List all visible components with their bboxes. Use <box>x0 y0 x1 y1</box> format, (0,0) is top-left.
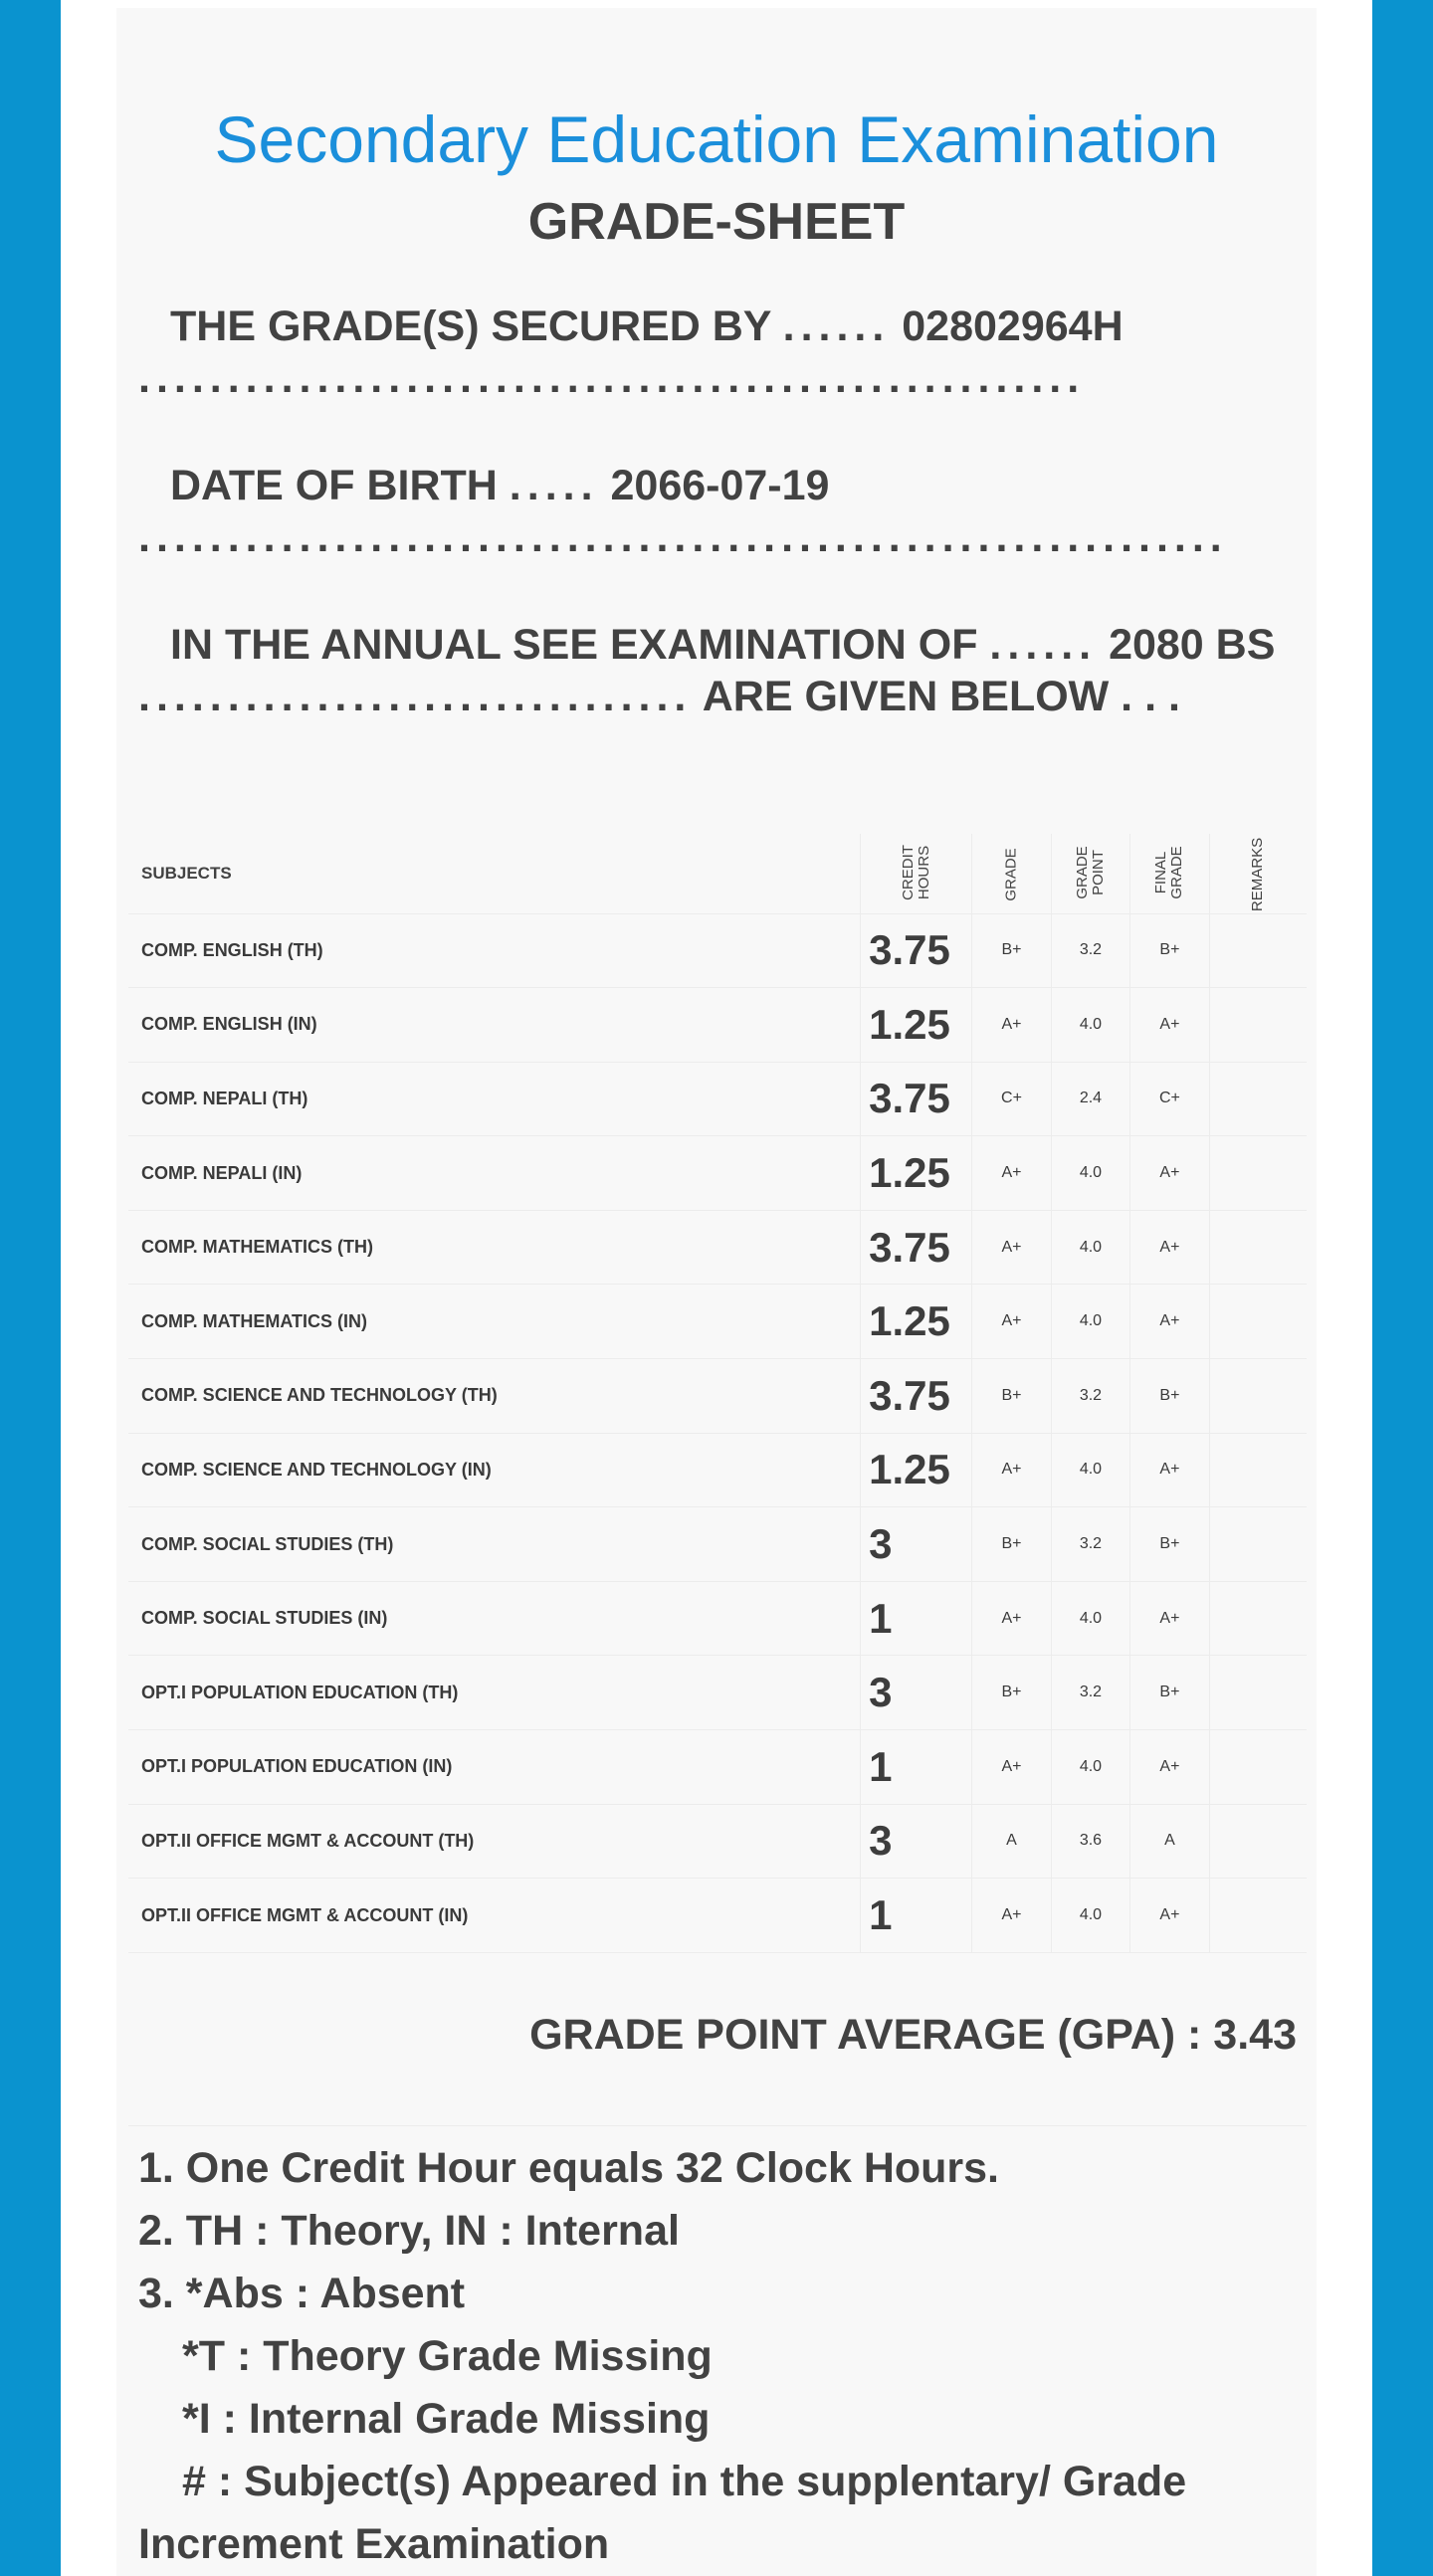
remarks-cell <box>1209 913 1307 988</box>
grades-table-body <box>128 913 1307 1952</box>
page-frame <box>61 0 1372 2576</box>
remarks-cell <box>1209 1656 1307 1730</box>
table-header-row <box>128 834 1307 913</box>
remarks-cell <box>1209 1210 1307 1285</box>
note-internal-missing: *I : Internal Grade Missing <box>182 2395 711 2443</box>
final-grade-cell: B+ <box>1130 1507 1209 1582</box>
final-grade-cell: A+ <box>1130 1730 1209 1805</box>
note-supplementary: # : Subject(s) Appeared in the supplentary/ Grade Increment Examination <box>138 2458 1187 2568</box>
note-absent: 3. *Abs : Absent <box>138 2270 466 2317</box>
credit-hours-cell: 1.25 <box>861 988 972 1063</box>
final-grade-cell: C+ <box>1130 1062 1209 1136</box>
credit-hours-cell: 3.75 <box>861 1359 972 1434</box>
subject-cell: OPT.I POPULATION EDUCATION (TH) <box>128 1656 861 1730</box>
subject-cell: COMP. SOCIAL STUDIES (TH) <box>128 1507 861 1582</box>
credit-hours-cell: 3 <box>861 1804 972 1879</box>
final-grade-cell: B+ <box>1130 1656 1209 1730</box>
table-row <box>128 1879 1307 1953</box>
table-row <box>128 913 1307 988</box>
credit-hours-cell: 3 <box>861 1507 972 1582</box>
grade-cell: A <box>972 1804 1051 1879</box>
credit-hours-cell: 1.25 <box>861 1136 972 1211</box>
credit-hours-cell: 1.25 <box>861 1433 972 1507</box>
grade-sheet-card <box>116 8 1317 2576</box>
table-row <box>128 1730 1307 1805</box>
final-grade-cell: A+ <box>1130 1285 1209 1359</box>
remarks-cell <box>1209 1433 1307 1507</box>
credit-hours-cell: 1 <box>861 1581 972 1656</box>
remarks-cell <box>1209 1804 1307 1879</box>
gpa-summary: GRADE POINT AVERAGE (GPA) : 3.43 <box>529 2011 1297 2059</box>
remarks-cell <box>1209 1581 1307 1656</box>
credit-hours-cell: 1.25 <box>861 1285 972 1359</box>
subject-cell: COMP. ENGLISH (TH) <box>128 913 861 988</box>
table-row <box>128 1136 1307 1211</box>
exam-year: 2080 BS <box>1109 621 1276 669</box>
table-row <box>128 1656 1307 1730</box>
grade-point-cell: 4.0 <box>1051 1285 1129 1359</box>
dob-label: DATE OF BIRTH <box>170 462 498 509</box>
exam-line: IN THE ANNUAL SEE EXAMINATION OF ...... 2080 BS ............................... ARE GIVEN BELOW . . . <box>138 621 1276 720</box>
grade-cell: A+ <box>972 1210 1051 1285</box>
final-grade-cell: A+ <box>1130 1136 1209 1211</box>
secured-by-label: THE GRADE(S) SECURED BY <box>170 302 771 350</box>
grade-point-cell: 3.2 <box>1051 1359 1129 1434</box>
subject-cell: COMP. SOCIAL STUDIES (IN) <box>128 1581 861 1656</box>
remarks-header: REMARKS <box>1209 834 1307 913</box>
grade-cell: A+ <box>972 1581 1051 1656</box>
remarks-cell <box>1209 1730 1307 1805</box>
grade-point-cell: 4.0 <box>1051 1136 1129 1211</box>
remarks-cell <box>1209 1507 1307 1582</box>
credit-hours-cell: 3.75 <box>861 913 972 988</box>
table-row <box>128 1359 1307 1434</box>
exam-label: IN THE ANNUAL SEE EXAMINATION OF <box>170 621 978 669</box>
remarks-cell <box>1209 1136 1307 1211</box>
subject-cell: COMP. NEPALI (IN) <box>128 1136 861 1211</box>
grade-cell: A+ <box>972 1285 1051 1359</box>
grade-point-cell: 3.2 <box>1051 1507 1129 1582</box>
final-grade-cell: A+ <box>1130 1879 1209 1953</box>
grade-point-cell: 4.0 <box>1051 1730 1129 1805</box>
note-theory-missing: *T : Theory Grade Missing <box>182 2332 713 2380</box>
final-grade-cell: B+ <box>1130 913 1209 988</box>
subjects-header: SUBJECTS <box>128 834 861 913</box>
grade-point-cell: 3.6 <box>1051 1804 1129 1879</box>
subject-cell: COMP. MATHEMATICS (IN) <box>128 1285 861 1359</box>
final-grade-cell: B+ <box>1130 1359 1209 1434</box>
grade-point-cell: 4.0 <box>1051 1433 1129 1507</box>
grade-cell: A+ <box>972 1433 1051 1507</box>
subject-cell: OPT.I POPULATION EDUCATION (IN) <box>128 1730 861 1805</box>
grade-point-cell: 4.0 <box>1051 1879 1129 1953</box>
credit-hours-cell: 1 <box>861 1879 972 1953</box>
dob-line: DATE OF BIRTH ..... 2066-07-19 ............................................................. <box>138 462 1228 561</box>
table-row <box>128 988 1307 1063</box>
grade-cell: A+ <box>972 1879 1051 1953</box>
exam-title: Secondary Education Examination <box>214 102 1219 176</box>
grade-cell: B+ <box>972 1656 1051 1730</box>
grade-point-cell: 4.0 <box>1051 1581 1129 1656</box>
credit-hours-cell: 1 <box>861 1730 972 1805</box>
remarks-cell <box>1209 1879 1307 1953</box>
table-row <box>128 1062 1307 1136</box>
subject-cell: COMP. MATHEMATICS (TH) <box>128 1210 861 1285</box>
remarks-cell <box>1209 1359 1307 1434</box>
grade-point-header: GRADE POINT <box>1051 834 1129 913</box>
table-row <box>128 1210 1307 1285</box>
grade-cell: A+ <box>972 1730 1051 1805</box>
final-grade-cell: A+ <box>1130 1210 1209 1285</box>
grade-point-cell: 3.2 <box>1051 913 1129 988</box>
subject-cell: COMP. SCIENCE AND TECHNOLOGY (IN) <box>128 1433 861 1507</box>
credit-hours-cell: 3.75 <box>861 1062 972 1136</box>
final-grade-cell: A+ <box>1130 1433 1209 1507</box>
table-row <box>128 1804 1307 1879</box>
grade-cell: C+ <box>972 1062 1051 1136</box>
final-grade-cell: A <box>1130 1804 1209 1879</box>
table-row <box>128 1507 1307 1582</box>
credit-hours-header: CREDIT HOURS <box>861 834 972 913</box>
final-grade-header: FINAL GRADE <box>1130 834 1209 913</box>
dob-value: 2066-07-19 <box>610 462 830 509</box>
final-grade-cell: A+ <box>1130 1581 1209 1656</box>
final-grade-cell: A+ <box>1130 988 1209 1063</box>
grade-cell: A+ <box>972 1136 1051 1211</box>
notes-divider <box>128 2125 1307 2126</box>
secured-by-line: THE GRADE(S) SECURED BY ...... 02802964H ..................................................... <box>138 302 1124 402</box>
credit-hours-cell: 3 <box>861 1656 972 1730</box>
grade-cell: B+ <box>972 913 1051 988</box>
subject-cell: COMP. ENGLISH (IN) <box>128 988 861 1063</box>
grade-cell: B+ <box>972 1359 1051 1434</box>
table-row <box>128 1433 1307 1507</box>
grade-header: GRADE <box>972 834 1051 913</box>
grade-point-cell: 4.0 <box>1051 1210 1129 1285</box>
remarks-cell <box>1209 988 1307 1063</box>
grade-point-cell: 2.4 <box>1051 1062 1129 1136</box>
grade-sheet-heading: GRADE-SHEET <box>527 193 906 251</box>
remarks-cell <box>1209 1285 1307 1359</box>
subject-cell: OPT.II OFFICE MGMT & ACCOUNT (TH) <box>128 1804 861 1879</box>
grade-cell: B+ <box>972 1507 1051 1582</box>
note-credit-hour: 1. One Credit Hour equals 32 Clock Hours. <box>138 2144 999 2192</box>
note-th-in: 2. TH : Theory, IN : Internal <box>138 2207 680 2255</box>
table-row <box>128 1581 1307 1656</box>
credit-hours-cell: 3.75 <box>861 1210 972 1285</box>
subject-cell: COMP. NEPALI (TH) <box>128 1062 861 1136</box>
grades-table <box>128 834 1307 1953</box>
subject-cell: COMP. SCIENCE AND TECHNOLOGY (TH) <box>128 1359 861 1434</box>
remarks-cell <box>1209 1062 1307 1136</box>
grade-cell: A+ <box>972 988 1051 1063</box>
exam-suffix: ARE GIVEN BELOW . . . <box>702 673 1180 720</box>
notes-section <box>138 2137 1313 2576</box>
grade-point-cell: 3.2 <box>1051 1656 1129 1730</box>
grade-point-cell: 4.0 <box>1051 988 1129 1063</box>
symbol-number: 02802964H <box>902 302 1124 350</box>
subject-cell: OPT.II OFFICE MGMT & ACCOUNT (IN) <box>128 1879 861 1953</box>
table-row <box>128 1285 1307 1359</box>
